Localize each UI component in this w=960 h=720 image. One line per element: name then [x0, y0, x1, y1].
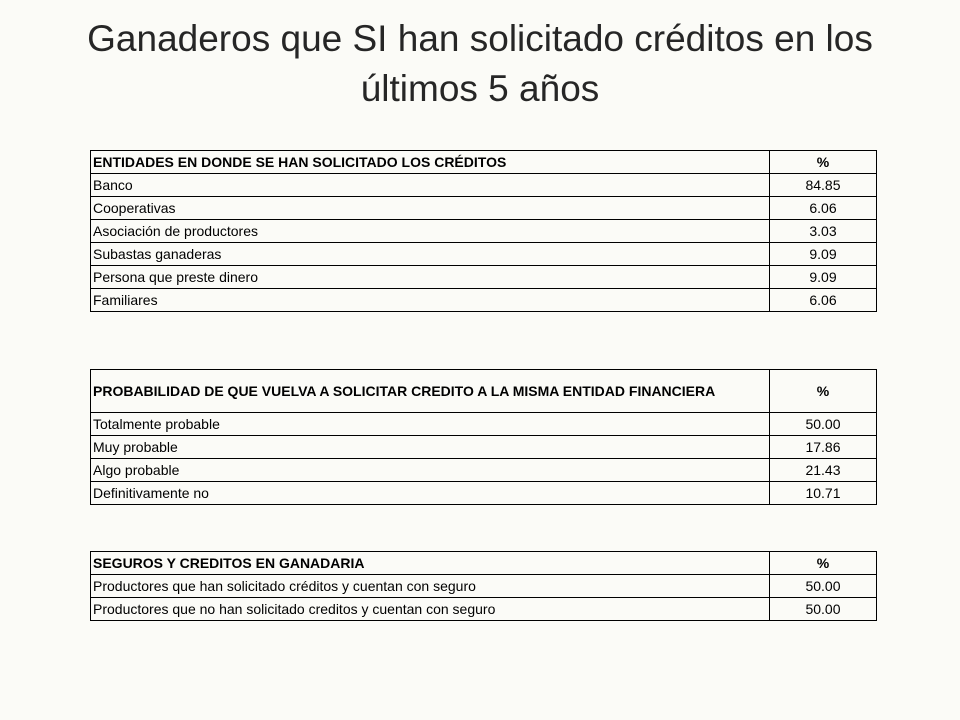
table-row	[91, 575, 877, 598]
table-header-row	[91, 151, 877, 174]
slide-title: Ganaderos que SI han solicitado créditos en los últimos 5 años	[87, 18, 873, 109]
header-percent: %	[770, 370, 877, 413]
row-value: 6.06	[770, 197, 877, 220]
row-label: Muy probable	[91, 436, 770, 459]
table-body	[91, 370, 877, 505]
reapply-probability-table	[90, 369, 877, 505]
row-label: Productores que no han solicitado creditos y cuentan con seguro	[91, 598, 770, 621]
table-header-row	[91, 370, 877, 413]
row-value: 3.03	[770, 220, 877, 243]
row-label: Banco	[91, 174, 770, 197]
row-value: 50.00	[770, 575, 877, 598]
header-percent: %	[770, 552, 877, 575]
header-label: SEGUROS Y CREDITOS EN GANADARIA	[91, 552, 770, 575]
row-label: Familiares	[91, 289, 770, 312]
row-value: 10.71	[770, 482, 877, 505]
row-label: Cooperativas	[91, 197, 770, 220]
table-row	[91, 413, 877, 436]
row-value: 50.00	[770, 413, 877, 436]
credit-entities-table	[90, 150, 877, 312]
row-label: Algo probable	[91, 459, 770, 482]
insurance-credit-table	[90, 551, 877, 621]
row-value: 9.09	[770, 266, 877, 289]
header-label: ENTIDADES EN DONDE SE HAN SOLICITADO LOS CRÉDITOS	[91, 151, 770, 174]
table-row	[91, 220, 877, 243]
table-row	[91, 289, 877, 312]
row-value: 9.09	[770, 243, 877, 266]
table-row	[91, 243, 877, 266]
header-label: PROBABILIDAD DE QUE VUELVA A SOLICITAR CREDITO A LA MISMA ENTIDAD FINANCIERA	[91, 370, 770, 413]
table-row	[91, 266, 877, 289]
table-row	[91, 436, 877, 459]
row-label: Productores que han solicitado créditos y cuentan con seguro	[91, 575, 770, 598]
header-percent: %	[770, 151, 877, 174]
table-row	[91, 197, 877, 220]
row-value: 84.85	[770, 174, 877, 197]
table-row	[91, 174, 877, 197]
table-header-row	[91, 552, 877, 575]
row-label: Persona que preste dinero	[91, 266, 770, 289]
table-row	[91, 482, 877, 505]
row-label: Definitivamente no	[91, 482, 770, 505]
row-value: 21.43	[770, 459, 877, 482]
table-body	[91, 151, 877, 312]
row-value: 17.86	[770, 436, 877, 459]
row-value: 6.06	[770, 289, 877, 312]
row-value: 50.00	[770, 598, 877, 621]
row-label: Asociación de productores	[91, 220, 770, 243]
table-row	[91, 459, 877, 482]
row-label: Totalmente probable	[91, 413, 770, 436]
row-label: Subastas ganaderas	[91, 243, 770, 266]
table-body	[91, 552, 877, 621]
table-row	[91, 598, 877, 621]
